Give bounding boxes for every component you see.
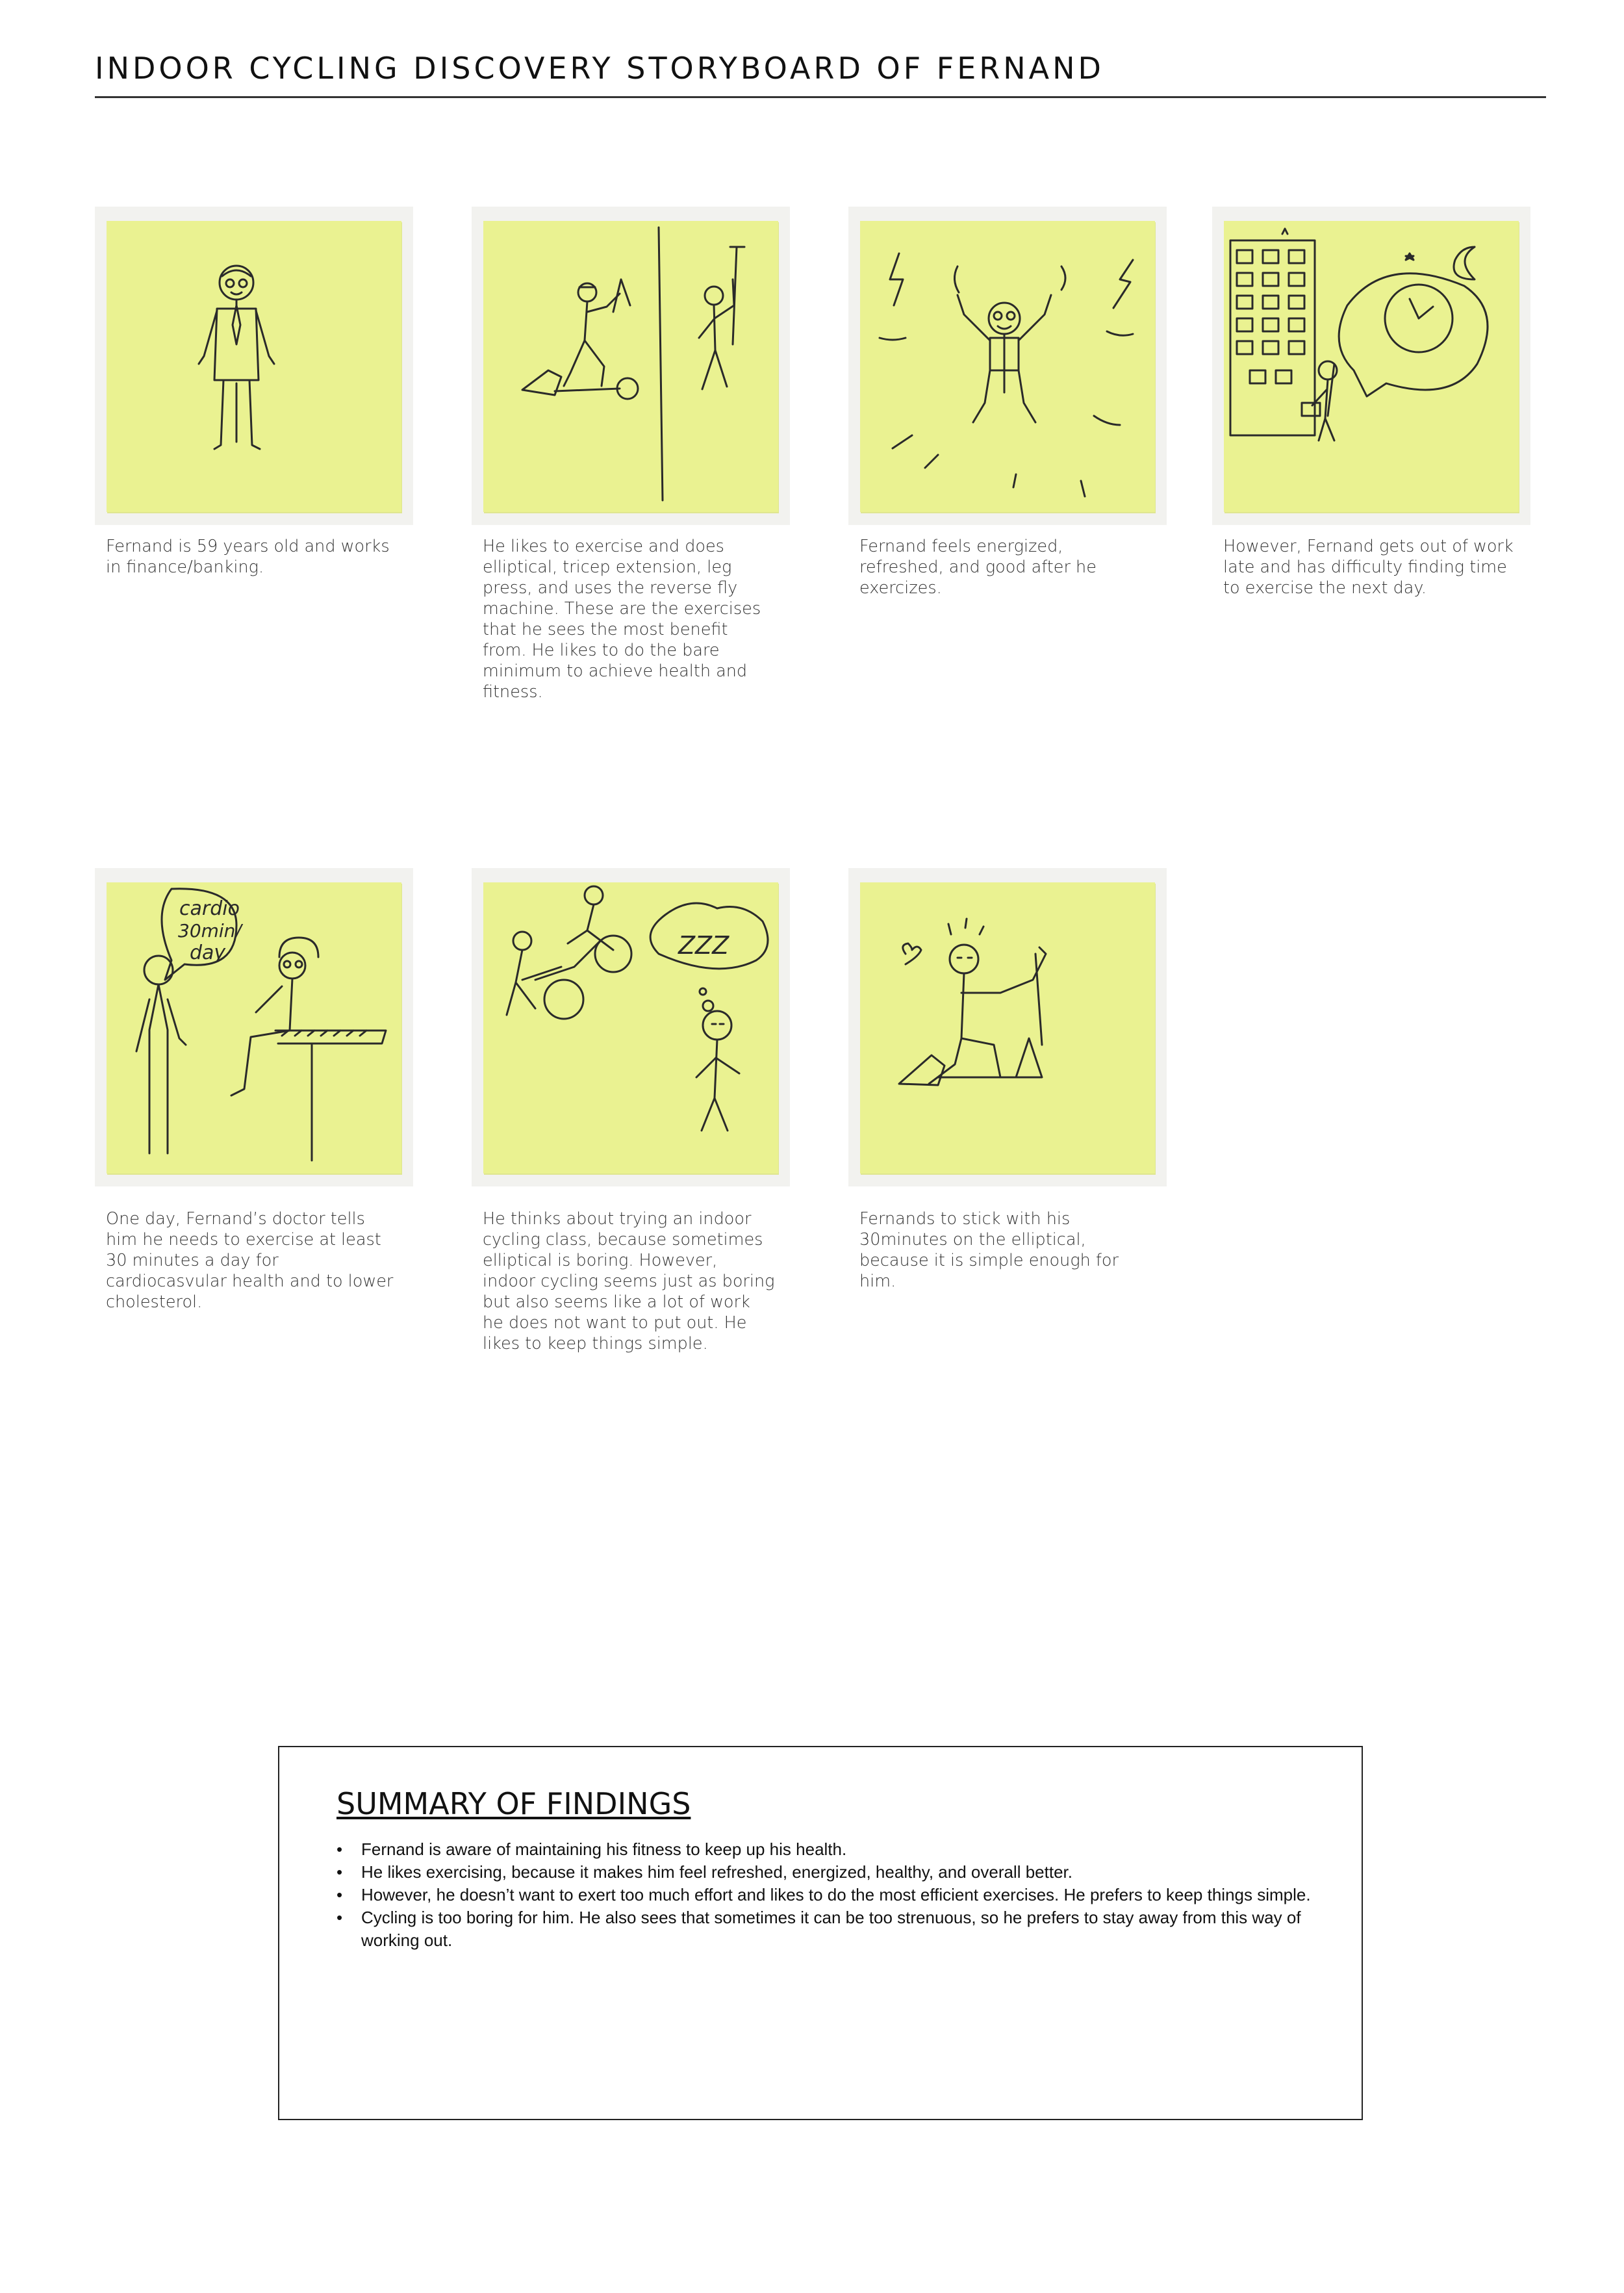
speech-bubble-text-3: day [190,942,226,964]
storyboard-frame-5 [95,868,413,1186]
panel-caption-3: Fernand feels energized, refreshed, and good after he exercizes. [859,537,1097,598]
page-title: INDOOR CYCLING DISCOVERY STORYBOARD OF FERNAND [95,51,1104,86]
sketch-elliptical-choice [860,882,1155,1173]
speech-bubble-text-2: 30min/ [178,920,242,942]
panel-caption-1: Fernand is 59 years old and works in finance/banking. [106,537,390,577]
panel-caption-4: However, Fernand gets out of work late and has difficulty finding time to exercise the next day. [1223,537,1514,598]
sticky-note-sketch-3 [860,221,1155,512]
storyboard-frame-4 [1212,207,1530,525]
sketch-fernand-standing [107,221,401,512]
summary-item: • Cycling is too boring for him. He also sees that sometimes it can be too strenuous, so he prefers to stay away from this way of working out. [336,1906,1324,1952]
sticky-note-sketch-7 [860,882,1155,1173]
sketch-cycling-daydream [483,882,778,1173]
storyboard-frame-7 [848,868,1167,1186]
sketch-elliptical-and-cable-machine [483,221,778,512]
sticky-note-sketch-6 [483,882,778,1173]
summary-box [278,1746,1363,2120]
storyboard-frame-2 [472,207,790,525]
summary-item: • He likes exercising, because it makes him feel refreshed, energized, healthy, and overall better. [336,1861,1324,1884]
summary-item: • Fernand is aware of maintaining his fitness to keep up his health. [336,1838,1324,1861]
sketch-energized-figure [860,221,1155,512]
summary-item: • However, he doesn’t want to exert too much effort and likes to do the most efficient exercises. He prefers to keep things simple. [336,1884,1324,1906]
panel-caption-6: He thinks about trying an indoor cycling class, because sometimes elliptical is boring. However, indoor cycling seems just as boring but also seems like a lot of work he does not want to put out. He likes to keep things simple. [483,1209,775,1353]
sleep-zzz-text: ZZZ [678,931,730,960]
title-divider [95,96,1546,98]
sticky-note-sketch-2 [483,221,778,512]
panel-caption-7: Fernands to stick with his 30minutes on the elliptical, because it is simple enough for him. [859,1209,1119,1291]
storyboard-frame-3 [848,207,1167,525]
summary-title: SUMMARY OF FINDINGS [336,1786,691,1821]
sketch-doctor-visit [107,882,401,1173]
sketch-late-office-clock [1224,221,1519,512]
panel-caption-2: He likes to exercise and does elliptical, tricep extension, leg press, and uses the reverse fly machine. These are the exercises that he sees the most benefit from. He likes to do the bare minimum to achieve health and fitness. [483,537,761,702]
storyboard-frame-1 [95,207,413,525]
summary-list [336,1838,1324,1952]
sticky-note-sketch-1 [107,221,401,512]
storyboard-frame-6 [472,868,790,1186]
panel-caption-5: One day, Fernand’s doctor tells him he needs to exercise at least 30 minutes a day for cardiocasvular health and to lower cholesterol. [106,1209,394,1312]
sticky-note-sketch-4 [1224,221,1519,512]
speech-bubble-text-1: cardio [179,897,240,920]
sticky-note-sketch-5 [107,882,401,1173]
